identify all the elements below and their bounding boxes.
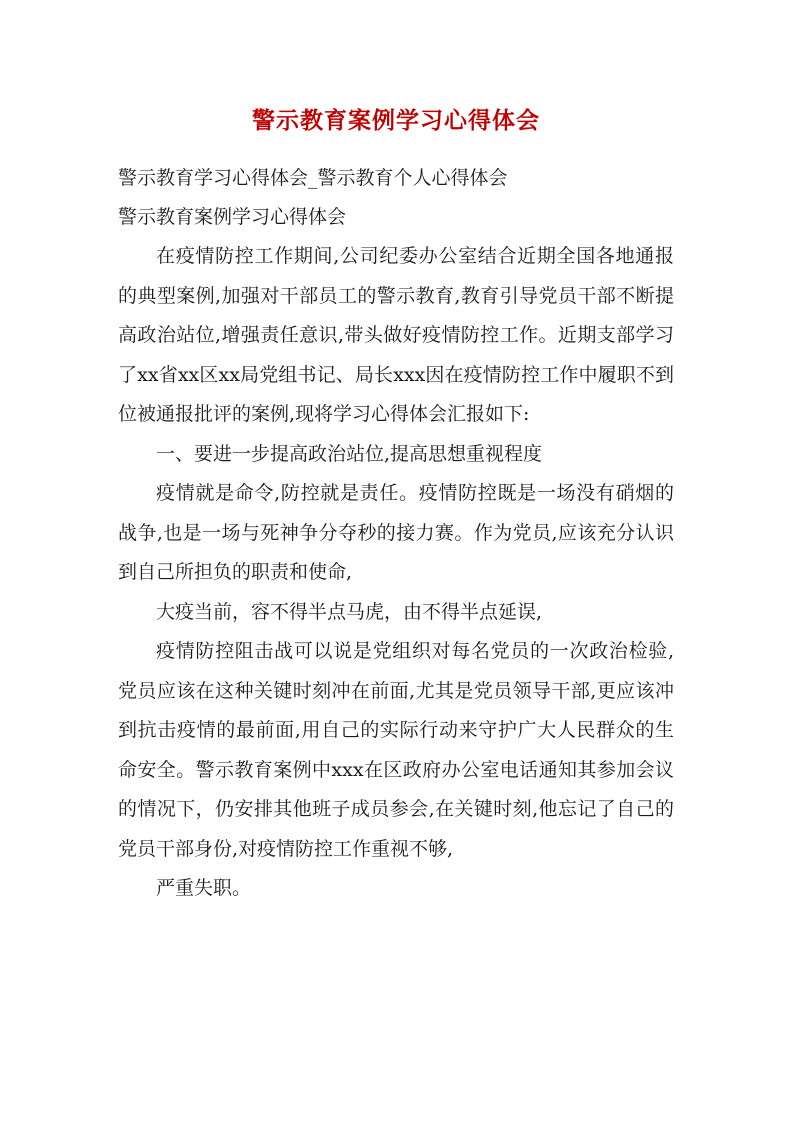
paragraph-intro: 在疫情防控工作期间,公司纪委办公室结合近期全国各地通报的典型案例,加强对干部员工的警示教育,教育引导党员干部不断提高政治站位,增强责任意识,带头做好疫情防控工作。近期支部学习了xx省xx区xx局党组书记、局长xxx因在疫情防控工作中履职不到位被通报批评的案例,现将学习心得体会汇报如下:	[118, 245, 674, 425]
subtitle-line-1: 警示教育学习心得体会_警示教育个人心得体会	[118, 167, 508, 189]
paragraph-no-delay: 大疫当前，容不得半点马虎，由不得半点延误,	[156, 600, 543, 623]
paragraph-dereliction: 严重失职。	[156, 877, 252, 899]
paragraph-political-test: 疫情防控阻击战可以说是党组织对每名党员的一次政治检验,党员应该在这种关键时刻冲在前面,尤其是党员领导干部,更应该冲到抗击疫情的最前面,用自己的实际行动来守护广大人民群众的生命安全。警示教育案例中xxx在区政府办公室电话通知其参加会议的情况下，仍安排其他班子成员参会,在关键时刻,他忘记了自己的党员干部身份,对疫情防控工作重视不够,	[118, 640, 674, 860]
document-title: 警示教育案例学习心得体会	[252, 107, 540, 134]
paragraph-epidemic-command: 疫情就是命令,防控就是责任。疫情防控既是一场没有硝烟的战争,也是一场与死神争分夺秒的接力赛。作为党员,应该充分认识到自己所担负的职责和使命,	[118, 482, 674, 583]
subtitle-line-2: 警示教育案例学习心得体会	[118, 206, 347, 228]
document-body	[118, 103, 674, 909]
section-heading-1: 一、要进一步提高政治站位,提高思想重视程度	[156, 442, 543, 465]
